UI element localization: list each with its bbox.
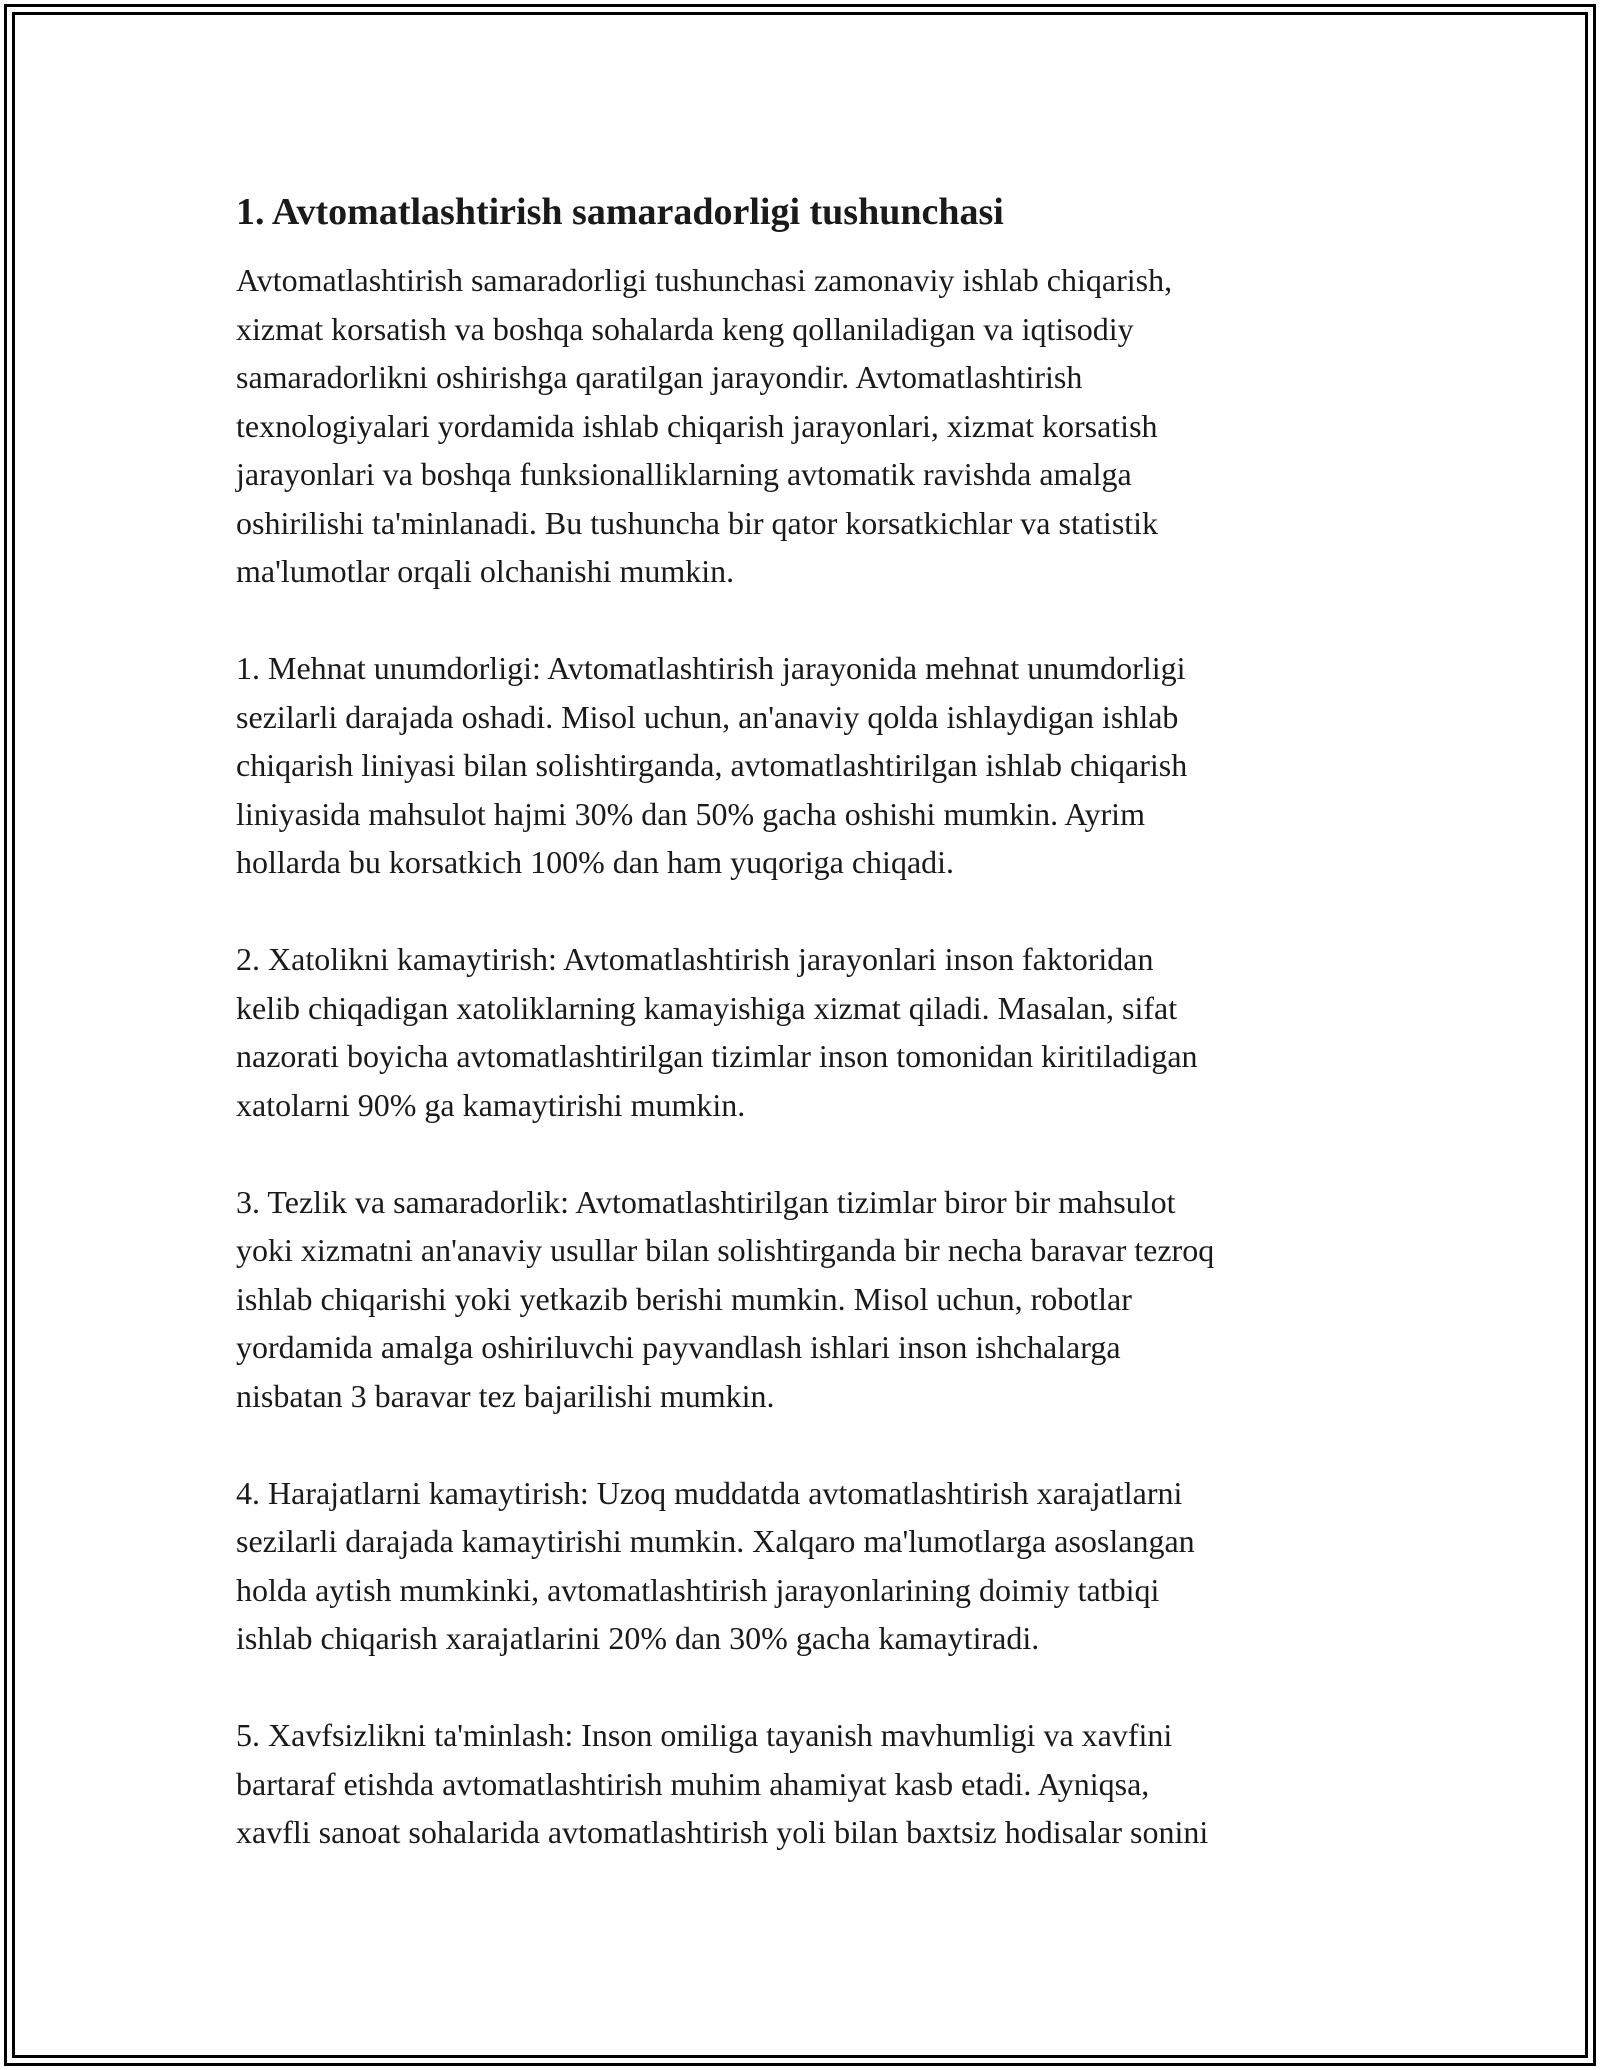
paragraph-safety: 5. Xavfsizlikni ta'minlash: Inson omiliga tayanish mavhumligi va xavfini bartaraf etishda avtomatlashtirish muhim ahamiyat kasb etadi. Ayniqsa, xavfli sanoat sohalarida avtomatlashtirish yoli bilan baxtsiz hodisalar sonini: [236, 1717, 1209, 1850]
document-body: [236, 188, 1366, 1905]
section-heading: 1. Avtomatlashtirish samaradorligi tushunchasi: [236, 191, 1004, 233]
intro-paragraph: Avtomatlashtirish samaradorligi tushunchasi zamonaviy ishlab chiqarish, xizmat korsatish va boshqa sohalarda keng qollaniladigan va iqtisodiy samaradorlikni oshirishga qaratilgan jarayondir. Avtomatlashtirish texnologiyalari yordamida ishlab chiqarish jarayonlari, xizmat korsatish jarayonlari va boshqa funksionalliklarning avtomatik ravishda amalga oshirilishi ta'minlanadi. Bu tushuncha bir qator korsatkichlar va statistik ma'lumotlar orqali olchanishi mumkin.: [236, 262, 1173, 589]
paragraph-error-reduction: 2. Xatolikni kamaytirish: Avtomatlashtirish jarayonlari inson faktoridan kelib chiqadigan xatoliklarning kamayishiga xizmat qiladi. Masalan, sifat nazorati boyicha avtomatlashtirilgan tizimlar inson tomonidan kiritiladigan xatolarni 90% ga kamaytirishi mumkin.: [236, 941, 1198, 1123]
paragraph-labor-productivity: 1. Mehnat unumdorligi: Avtomatlashtirish jarayonida mehnat unumdorligi sezilarli darajada oshadi. Misol uchun, an'anaviy qolda ishlaydigan ishlab chiqarish liniyasi bilan solishtirganda, avtomatlashtirilgan ishlab chiqarish liniyasida mahsulot hajmi 30% dan 50% gacha oshishi mumkin. Ayrim hollarda bu korsatkich 100% dan ham yuqoriga chiqadi.: [236, 650, 1188, 880]
paragraph-cost-reduction: 4. Harajatlarni kamaytirish: Uzoq muddatda avtomatlashtirish xarajatlarni sezilarli darajada kamaytirishi mumkin. Xalqaro ma'lumotlarga asoslangan holda aytish mumkinki, avtomatlashtirish jarayonlarining doimiy tatbiqi ishlab chiqarish xarajatlarini 20% dan 30% gacha kamaytiradi.: [236, 1474, 1195, 1656]
paragraph-speed-efficiency: 3. Tezlik va samaradorlik: Avtomatlashtirilgan tizimlar biror bir mahsulot yoki xizmatni an'anaviy usullar bilan solishtirganda bir necha baravar tezroq ishlab chiqarishi yoki yetkazib berishi mumkin. Misol uchun, robotlar yordamida amalga oshiriluvchi payvandlash ishlari inson ishchalarga nisbatan 3 baravar tez bajarilishi mumkin.: [236, 1183, 1215, 1414]
